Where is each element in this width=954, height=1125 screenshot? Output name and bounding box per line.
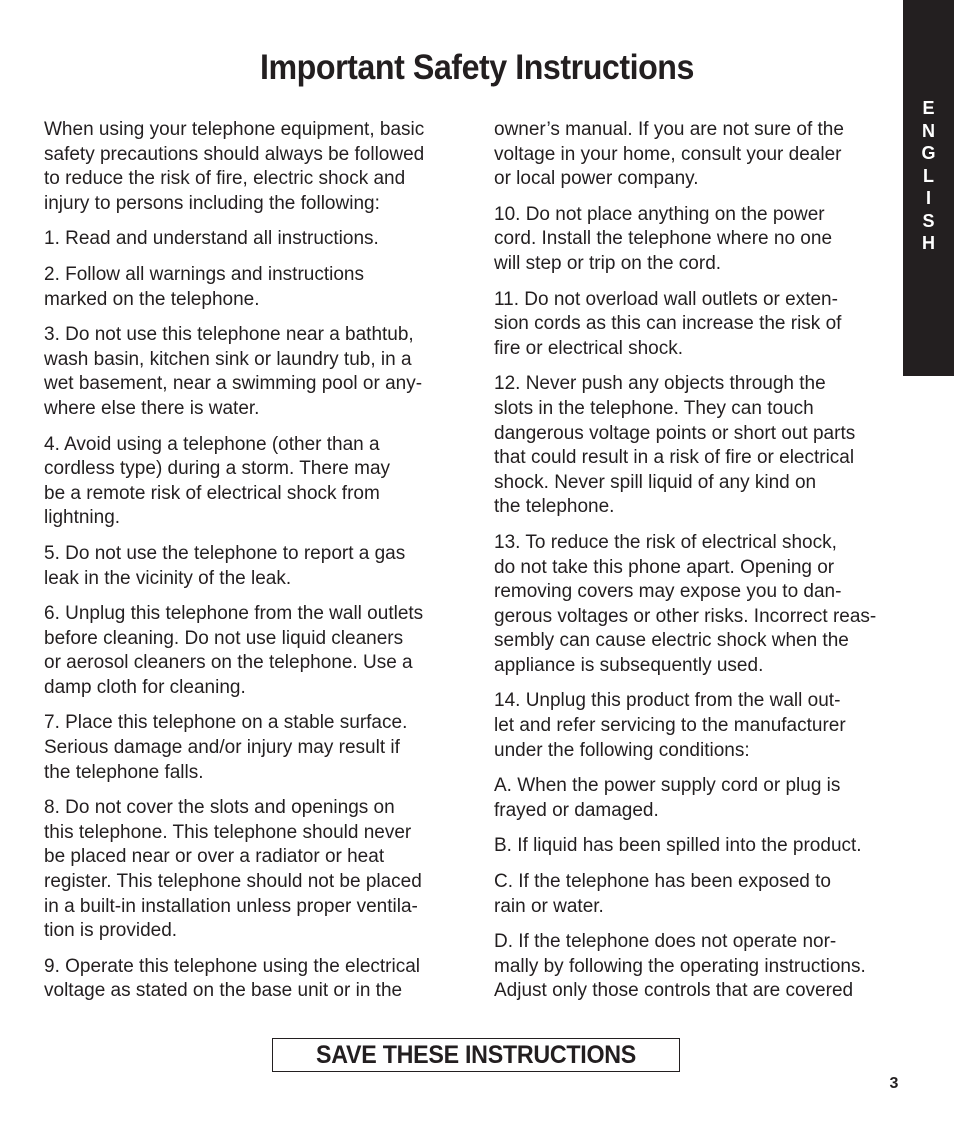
- text-line: the telephone falls.: [44, 761, 204, 783]
- language-tab-letter: H: [922, 233, 935, 253]
- language-tab-letter: N: [922, 120, 935, 141]
- text-line: or aerosol cleaners on the telephone. Use a: [44, 652, 413, 674]
- save-instructions-text: SAVE THESE INSTRUCTIONS: [315, 1041, 636, 1069]
- text-line: before cleaning. Do not use liquid cleaners: [44, 627, 404, 649]
- text-line: sion cords as this can increase the risk of: [494, 313, 842, 335]
- text-line: wash basin, kitchen sink or laundry tub, in a: [44, 348, 412, 370]
- instruction-paragraph: [44, 711, 454, 785]
- text-line: 8. Do not cover the slots and openings on: [44, 797, 395, 819]
- text-line: 10. Do not place anything on the power: [494, 203, 825, 225]
- text-line: A. When the power supply cord or plug is: [494, 775, 841, 797]
- text-line: gerous voltages or other risks. Incorrect reas-: [494, 605, 877, 627]
- instruction-paragraph: [44, 542, 454, 591]
- instruction-paragraph: [494, 870, 898, 919]
- text-line: 11. Do not overload wall outlets or exten-: [494, 288, 838, 310]
- text-line: D. If the telephone does not operate nor-: [494, 931, 837, 953]
- language-tab-letter: E: [922, 98, 935, 118]
- text-line: where else there is water.: [44, 397, 260, 419]
- instruction-paragraph: [44, 118, 454, 216]
- text-line: B. If liquid has been spilled into the product.: [494, 835, 862, 857]
- text-line: let and refer servicing to the manufacturer: [494, 715, 846, 737]
- text-line: be a remote risk of electrical shock from: [44, 482, 380, 504]
- text-line: Serious damage and/or injury may result if: [44, 737, 400, 759]
- text-line: leak in the vicinity of the leak.: [44, 567, 292, 589]
- text-line: or local power company.: [494, 168, 699, 190]
- language-tab-letter: G: [921, 143, 936, 163]
- right-column: [494, 118, 898, 1015]
- text-line: 1. Read and understand all instructions.: [44, 228, 379, 250]
- text-line: safety precautions should always be followed: [44, 143, 425, 165]
- text-line: cordless type) during a storm. There may: [44, 458, 391, 480]
- text-line: wet basement, near a swimming pool or any-: [44, 373, 423, 395]
- text-line: register. This telephone should not be placed: [44, 871, 422, 893]
- text-line: under the following conditions:: [494, 739, 750, 761]
- left-column: [44, 118, 454, 1015]
- text-line: 4. Avoid using a telephone (other than a: [44, 433, 380, 455]
- text-line: 3. Do not use this telephone near a bathtub,: [44, 324, 414, 346]
- text-line: to reduce the risk of fire, electric shock and: [44, 168, 406, 190]
- instruction-paragraph: [494, 372, 898, 520]
- instruction-paragraph: [44, 955, 454, 1004]
- instruction-paragraph: [44, 602, 454, 700]
- text-line: lightning.: [44, 507, 121, 529]
- language-tab-letter: L: [923, 165, 934, 186]
- text-line: 12. Never push any objects through the: [494, 373, 826, 395]
- text-line: Adjust only those controls that are covered: [494, 980, 854, 1002]
- text-line: voltage in your home, consult your dealer: [494, 143, 842, 165]
- page-title: Important Safety Instructions: [260, 48, 694, 87]
- text-line: 2. Follow all warnings and instructions: [44, 263, 364, 285]
- instruction-paragraph: [494, 930, 898, 1004]
- text-line: When using your telephone equipment, basic: [44, 119, 425, 140]
- text-line: this telephone. This telephone should never: [44, 821, 412, 843]
- text-line: appliance is subsequently used.: [494, 654, 764, 676]
- language-tab-letter: I: [925, 188, 931, 208]
- instruction-paragraph: [44, 263, 454, 312]
- save-instructions-banner: [272, 1038, 680, 1072]
- text-line: in a built-in installation unless proper ventila-: [44, 895, 418, 917]
- text-line: injury to persons including the following:: [44, 192, 380, 214]
- text-line: C. If the telephone has been exposed to: [494, 871, 831, 893]
- text-line: shock. Never spill liquid of any kind on: [494, 471, 817, 493]
- instruction-paragraph: [494, 834, 898, 859]
- text-line: the telephone.: [494, 496, 615, 518]
- instruction-paragraph: [494, 203, 898, 277]
- instruction-paragraph: [494, 774, 898, 823]
- text-line: owner’s manual. If you are not sure of the: [494, 119, 844, 140]
- text-line: mally by following the operating instructions.: [494, 955, 866, 977]
- text-line: 9. Operate this telephone using the electrical: [44, 955, 421, 977]
- language-tab: [903, 0, 954, 376]
- text-line: dangerous voltage points or short out parts: [494, 422, 856, 444]
- language-tab-letter: S: [922, 210, 935, 231]
- instruction-paragraph: [494, 689, 898, 763]
- text-line: rain or water.: [494, 895, 604, 917]
- text-line: marked on the telephone.: [44, 288, 260, 310]
- text-line: be placed near or over a radiator or heat: [44, 846, 385, 868]
- text-line: 13. To reduce the risk of electrical shock,: [494, 531, 837, 553]
- text-line: slots in the telephone. They can touch: [494, 397, 814, 419]
- instruction-paragraph: [44, 433, 454, 531]
- text-line: voltage as stated on the base unit or in the: [44, 980, 403, 1002]
- text-line: cord. Install the telephone where no one: [494, 228, 833, 250]
- text-line: sembly can cause electric shock when the: [494, 630, 849, 652]
- text-line: damp cloth for cleaning.: [44, 676, 246, 698]
- text-line: fire or electrical shock.: [494, 337, 684, 359]
- text-line: frayed or damaged.: [494, 799, 659, 821]
- instruction-paragraph: [44, 796, 454, 944]
- instruction-paragraph: [494, 531, 898, 679]
- text-line: do not take this phone apart. Opening or: [494, 556, 835, 578]
- text-line: 6. Unplug this telephone from the wall outlets: [44, 603, 424, 625]
- text-line: removing covers may expose you to dan-: [494, 581, 842, 603]
- page-number: 3: [889, 1075, 899, 1092]
- instruction-paragraph: [44, 323, 454, 421]
- instruction-paragraph: [494, 288, 898, 362]
- instruction-paragraph: [494, 118, 898, 192]
- text-line: that could result in a risk of fire or electrical: [494, 447, 855, 469]
- text-line: will step or trip on the cord.: [494, 252, 722, 274]
- instruction-paragraph: [44, 227, 454, 252]
- text-line: 7. Place this telephone on a stable surface.: [44, 712, 408, 734]
- text-line: 14. Unplug this product from the wall out-: [494, 690, 841, 712]
- text-line: 5. Do not use the telephone to report a gas: [44, 542, 406, 564]
- language-tab-letters: [903, 97, 954, 255]
- text-line: tion is provided.: [44, 920, 178, 942]
